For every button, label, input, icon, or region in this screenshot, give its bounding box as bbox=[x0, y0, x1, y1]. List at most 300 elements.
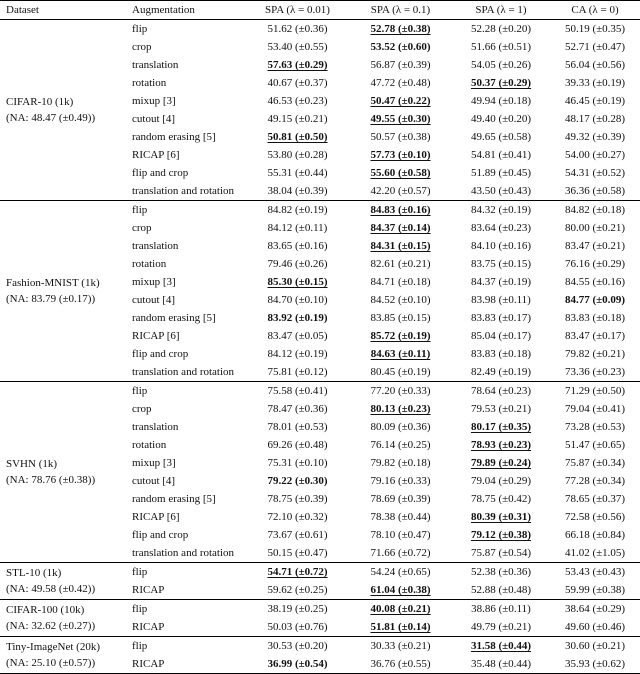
value-cell bbox=[550, 345, 640, 363]
augmentation-cell: mixup [3] bbox=[132, 95, 176, 107]
value-cell bbox=[349, 92, 452, 110]
value: 79.04 (±0.29) bbox=[470, 475, 532, 487]
value: 83.83 (±0.18) bbox=[470, 348, 532, 360]
value: 78.01 (±0.53) bbox=[267, 421, 328, 433]
value: 50.15 (±0.47) bbox=[267, 547, 328, 559]
best-value: 49.55 (±0.30) bbox=[370, 113, 431, 125]
value: 51.47 (±0.65) bbox=[564, 439, 626, 451]
value-cell bbox=[550, 110, 640, 128]
value-cell bbox=[550, 436, 640, 454]
value-cell bbox=[246, 400, 349, 418]
value-cell bbox=[349, 110, 452, 128]
augmentation-cell: translation and rotation bbox=[132, 547, 235, 559]
header-spa-1: SPA (λ = 1) bbox=[475, 4, 527, 16]
value: 49.65 (±0.58) bbox=[470, 131, 532, 143]
value: 46.53 (±0.23) bbox=[267, 95, 328, 107]
augmentation-cell: translation and rotation bbox=[132, 185, 235, 197]
dataset-name: CIFAR-10 (1k) bbox=[6, 96, 74, 108]
value: 51.66 (±0.51) bbox=[470, 41, 532, 53]
best-value: 50.37 (±0.29) bbox=[470, 77, 532, 89]
value-cell bbox=[452, 563, 550, 582]
value-cell bbox=[246, 255, 349, 273]
best-value: 55.60 (±0.58) bbox=[370, 167, 431, 179]
value: 46.45 (±0.19) bbox=[564, 95, 626, 107]
value: 79.82 (±0.21) bbox=[564, 348, 626, 360]
value-cell bbox=[349, 472, 452, 490]
value: 83.83 (±0.18) bbox=[564, 312, 626, 324]
augmentation-cell: RICAP [6] bbox=[132, 149, 180, 161]
value-cell bbox=[550, 472, 640, 490]
value-cell bbox=[550, 74, 640, 92]
value-cell bbox=[452, 219, 550, 237]
value-cell bbox=[246, 20, 349, 39]
value: 85.04 (±0.17) bbox=[470, 330, 532, 342]
value: 52.28 (±0.20) bbox=[470, 23, 532, 35]
value-cell bbox=[246, 563, 349, 582]
value-cell bbox=[246, 544, 349, 563]
value: 84.55 (±0.16) bbox=[564, 276, 626, 288]
dataset-group bbox=[0, 600, 640, 637]
header-dataset: Dataset bbox=[6, 4, 39, 16]
value: 56.04 (±0.56) bbox=[564, 59, 626, 71]
value-cell bbox=[550, 255, 640, 273]
value-cell bbox=[452, 146, 550, 164]
value: 69.26 (±0.48) bbox=[267, 439, 328, 451]
value-cell bbox=[246, 273, 349, 291]
value: 82.61 (±0.21) bbox=[370, 258, 431, 270]
best-value: 80.17 (±0.35) bbox=[470, 421, 532, 433]
value: 84.52 (±0.10) bbox=[370, 294, 431, 306]
value-cell bbox=[246, 581, 349, 600]
value-cell bbox=[550, 146, 640, 164]
header-spa-0-1: SPA (λ = 0.1) bbox=[370, 4, 431, 16]
value-cell bbox=[550, 128, 640, 146]
value: 38.19 (±0.25) bbox=[267, 603, 328, 615]
augmentation-cell: RICAP bbox=[132, 621, 165, 633]
dataset-cell bbox=[0, 20, 128, 201]
value-cell bbox=[246, 182, 349, 201]
value-cell bbox=[246, 291, 349, 309]
value: 77.20 (±0.33) bbox=[370, 385, 431, 397]
best-value: 31.58 (±0.44) bbox=[470, 640, 532, 652]
value-cell bbox=[246, 110, 349, 128]
value-cell bbox=[349, 128, 452, 146]
value: 71.66 (±0.72) bbox=[370, 547, 431, 559]
value-cell bbox=[349, 146, 452, 164]
value-cell bbox=[349, 273, 452, 291]
value: 84.71 (±0.18) bbox=[370, 276, 431, 288]
value-cell bbox=[246, 128, 349, 146]
bold-value: 36.99 (±0.54) bbox=[267, 658, 328, 670]
value: 78.75 (±0.42) bbox=[470, 493, 532, 505]
dataset-group bbox=[0, 20, 640, 201]
value-cell bbox=[246, 164, 349, 182]
value-cell bbox=[246, 454, 349, 472]
dataset-baseline: (NA: 49.58 (±0.42)) bbox=[6, 583, 96, 595]
value-cell bbox=[246, 219, 349, 237]
value: 38.86 (±0.11) bbox=[471, 603, 531, 615]
value-cell bbox=[349, 56, 452, 74]
value-cell bbox=[349, 237, 452, 255]
value: 76.14 (±0.25) bbox=[370, 439, 431, 451]
value: 54.00 (±0.27) bbox=[564, 149, 626, 161]
dataset-cell bbox=[0, 382, 128, 563]
value-cell bbox=[452, 490, 550, 508]
dataset-name: SVHN (1k) bbox=[6, 458, 58, 470]
value-cell bbox=[349, 563, 452, 582]
best-value: 40.08 (±0.21) bbox=[370, 603, 431, 615]
value: 73.67 (±0.61) bbox=[267, 529, 328, 541]
dataset-baseline: (NA: 32.62 (±0.27)) bbox=[6, 620, 96, 632]
augmentation-cell: flip bbox=[132, 385, 148, 397]
value-cell bbox=[550, 363, 640, 382]
value-cell bbox=[246, 472, 349, 490]
value: 39.33 (±0.19) bbox=[564, 77, 626, 89]
value: 79.82 (±0.18) bbox=[370, 457, 431, 469]
augmentation-cell: flip bbox=[132, 23, 148, 35]
value: 30.33 (±0.21) bbox=[370, 640, 431, 652]
value-cell bbox=[246, 526, 349, 544]
value: 54.81 (±0.41) bbox=[470, 149, 532, 161]
augmentation-cell: flip and crop bbox=[132, 348, 189, 360]
value-cell bbox=[349, 454, 452, 472]
value: 72.58 (±0.56) bbox=[564, 511, 626, 523]
value: 82.49 (±0.19) bbox=[470, 366, 532, 378]
dataset-name: Fashion-MNIST (1k) bbox=[6, 277, 100, 289]
header-spa-0-01: SPA (λ = 0.01) bbox=[265, 4, 330, 16]
best-value: 52.78 (±0.38) bbox=[370, 23, 431, 35]
value-cell bbox=[452, 20, 550, 39]
value-cell bbox=[349, 382, 452, 401]
value-cell bbox=[550, 237, 640, 255]
value-cell bbox=[246, 309, 349, 327]
value-cell bbox=[349, 600, 452, 619]
value-cell bbox=[349, 327, 452, 345]
value-cell bbox=[349, 400, 452, 418]
value-cell bbox=[246, 38, 349, 56]
value-cell bbox=[452, 400, 550, 418]
value-cell bbox=[452, 581, 550, 600]
value-cell bbox=[550, 309, 640, 327]
best-value: 51.81 (±0.14) bbox=[370, 621, 431, 633]
value-cell bbox=[349, 38, 452, 56]
value-cell bbox=[550, 454, 640, 472]
value: 73.36 (±0.23) bbox=[564, 366, 626, 378]
value-cell bbox=[246, 490, 349, 508]
value: 79.46 (±0.26) bbox=[267, 258, 328, 270]
value: 78.75 (±0.39) bbox=[267, 493, 328, 505]
augmentation-cell: flip bbox=[132, 204, 148, 216]
value: 42.20 (±0.57) bbox=[370, 185, 431, 197]
value-cell bbox=[452, 544, 550, 563]
value: 55.31 (±0.44) bbox=[267, 167, 328, 179]
value-cell bbox=[550, 637, 640, 656]
value: 71.29 (±0.50) bbox=[564, 385, 626, 397]
value-cell bbox=[246, 92, 349, 110]
value: 54.24 (±0.65) bbox=[370, 566, 431, 578]
value: 59.62 (±0.25) bbox=[267, 584, 328, 596]
value-cell bbox=[349, 309, 452, 327]
value: 79.04 (±0.41) bbox=[564, 403, 626, 415]
value-cell bbox=[550, 327, 640, 345]
augmentation-cell: mixup [3] bbox=[132, 276, 176, 288]
value: 47.72 (±0.48) bbox=[370, 77, 431, 89]
value-cell bbox=[452, 56, 550, 74]
value-cell bbox=[550, 273, 640, 291]
value: 83.64 (±0.23) bbox=[470, 222, 532, 234]
value-cell bbox=[452, 182, 550, 201]
augmentation-cell: crop bbox=[132, 222, 152, 234]
best-value: 84.63 (±0.11) bbox=[370, 348, 431, 360]
value: 83.85 (±0.15) bbox=[370, 312, 431, 324]
value: 73.28 (±0.53) bbox=[564, 421, 626, 433]
header-augmentation: Augmentation bbox=[132, 4, 195, 16]
value-cell bbox=[550, 92, 640, 110]
value-cell bbox=[452, 255, 550, 273]
value: 78.47 (±0.36) bbox=[267, 403, 328, 415]
value: 43.50 (±0.43) bbox=[470, 185, 532, 197]
value-cell bbox=[550, 56, 640, 74]
bold-value: 84.77 (±0.09) bbox=[564, 294, 626, 306]
value: 80.45 (±0.19) bbox=[370, 366, 431, 378]
header-row bbox=[0, 1, 640, 20]
value: 54.05 (±0.26) bbox=[470, 59, 532, 71]
value: 84.32 (±0.19) bbox=[470, 204, 532, 216]
value-cell bbox=[246, 56, 349, 74]
value-cell bbox=[246, 655, 349, 674]
dataset-name: STL-10 (1k) bbox=[6, 567, 62, 579]
value: 84.82 (±0.18) bbox=[564, 204, 626, 216]
value: 52.88 (±0.48) bbox=[470, 584, 532, 596]
table-row bbox=[0, 20, 640, 39]
best-value: 84.37 (±0.14) bbox=[370, 222, 431, 234]
value-cell bbox=[452, 508, 550, 526]
value-cell bbox=[452, 110, 550, 128]
value-cell bbox=[452, 472, 550, 490]
value: 48.17 (±0.28) bbox=[564, 113, 626, 125]
value-cell bbox=[349, 363, 452, 382]
best-value: 50.81 (±0.50) bbox=[267, 131, 328, 143]
value: 84.10 (±0.16) bbox=[470, 240, 532, 252]
dataset-baseline: (NA: 48.47 (±0.49)) bbox=[6, 112, 96, 124]
augmentation-cell: flip and crop bbox=[132, 167, 189, 179]
value-cell bbox=[246, 436, 349, 454]
augmentation-cell: random erasing [5] bbox=[132, 312, 216, 324]
value: 38.64 (±0.29) bbox=[564, 603, 626, 615]
value-cell bbox=[349, 164, 452, 182]
value: 35.48 (±0.44) bbox=[470, 658, 532, 670]
value-cell bbox=[452, 92, 550, 110]
value: 59.99 (±0.38) bbox=[564, 584, 626, 596]
value-cell bbox=[349, 345, 452, 363]
augmentation-cell: crop bbox=[132, 403, 152, 415]
value-cell bbox=[452, 237, 550, 255]
value-cell bbox=[349, 74, 452, 92]
header-ca-0: CA (λ = 0) bbox=[571, 4, 619, 16]
augmentation-cell: translation bbox=[132, 59, 179, 71]
value-cell bbox=[349, 508, 452, 526]
value: 75.87 (±0.34) bbox=[564, 457, 626, 469]
dataset-group bbox=[0, 201, 640, 382]
value: 83.65 (±0.16) bbox=[267, 240, 328, 252]
augmentation-cell: cutout [4] bbox=[132, 294, 176, 306]
value: 78.65 (±0.37) bbox=[564, 493, 626, 505]
dataset-group bbox=[0, 382, 640, 563]
value: 53.40 (±0.55) bbox=[267, 41, 328, 53]
value-cell bbox=[452, 74, 550, 92]
value: 83.83 (±0.17) bbox=[470, 312, 532, 324]
value: 38.04 (±0.39) bbox=[267, 185, 328, 197]
value: 80.09 (±0.36) bbox=[370, 421, 431, 433]
value-cell bbox=[246, 237, 349, 255]
value-cell bbox=[349, 637, 452, 656]
dataset-baseline: (NA: 78.76 (±0.38)) bbox=[6, 474, 96, 486]
table-row bbox=[0, 600, 640, 619]
value-cell bbox=[452, 291, 550, 309]
value-cell bbox=[349, 255, 452, 273]
dataset-name: Tiny-ImageNet (20k) bbox=[6, 641, 100, 653]
value-cell bbox=[550, 164, 640, 182]
value: 49.94 (±0.18) bbox=[470, 95, 532, 107]
value: 78.64 (±0.23) bbox=[470, 385, 532, 397]
value-cell bbox=[246, 327, 349, 345]
value: 36.76 (±0.55) bbox=[370, 658, 431, 670]
dataset-baseline: (NA: 83.79 (±0.17)) bbox=[6, 293, 96, 305]
augmentation-cell: RICAP bbox=[132, 658, 165, 670]
value: 78.10 (±0.47) bbox=[370, 529, 431, 541]
best-value: 79.12 (±0.38) bbox=[470, 529, 532, 541]
value-cell bbox=[349, 20, 452, 39]
value: 50.19 (±0.35) bbox=[564, 23, 626, 35]
value-cell bbox=[452, 382, 550, 401]
value-cell bbox=[452, 363, 550, 382]
value-cell bbox=[246, 201, 349, 220]
best-value: 79.89 (±0.24) bbox=[470, 457, 532, 469]
value: 77.28 (±0.34) bbox=[564, 475, 626, 487]
value: 83.47 (±0.17) bbox=[564, 330, 626, 342]
value-cell bbox=[349, 544, 452, 563]
value: 51.62 (±0.36) bbox=[267, 23, 328, 35]
value: 50.03 (±0.76) bbox=[267, 621, 328, 633]
augmentation-cell: mixup [3] bbox=[132, 457, 176, 469]
augmentation-cell: RICAP [6] bbox=[132, 511, 180, 523]
value: 83.98 (±0.11) bbox=[471, 294, 531, 306]
value-cell bbox=[550, 400, 640, 418]
value: 84.70 (±0.10) bbox=[267, 294, 328, 306]
value-cell bbox=[452, 436, 550, 454]
augmentation-cell: translation and rotation bbox=[132, 366, 235, 378]
value: 83.75 (±0.15) bbox=[470, 258, 532, 270]
value: 84.82 (±0.19) bbox=[267, 204, 328, 216]
best-value: 85.30 (±0.15) bbox=[267, 276, 328, 288]
best-value: 80.39 (±0.31) bbox=[470, 511, 532, 523]
augmentation-cell: flip and crop bbox=[132, 529, 189, 541]
value-cell bbox=[452, 273, 550, 291]
value: 75.81 (±0.12) bbox=[267, 366, 328, 378]
augmentation-cell: RICAP bbox=[132, 584, 165, 596]
augmentation-cell: RICAP [6] bbox=[132, 330, 180, 342]
value-cell bbox=[349, 219, 452, 237]
dataset-group bbox=[0, 563, 640, 600]
value: 51.89 (±0.45) bbox=[470, 167, 532, 179]
value-cell bbox=[246, 382, 349, 401]
best-value: 57.63 (±0.29) bbox=[267, 59, 328, 71]
value: 49.15 (±0.21) bbox=[267, 113, 328, 125]
value: 83.47 (±0.05) bbox=[267, 330, 328, 342]
value: 84.12 (±0.11) bbox=[267, 222, 328, 234]
value-cell bbox=[452, 345, 550, 363]
value: 30.60 (±0.21) bbox=[564, 640, 626, 652]
value-cell bbox=[349, 436, 452, 454]
value-cell bbox=[246, 418, 349, 436]
augmentation-cell: crop bbox=[132, 41, 152, 53]
value: 49.32 (±0.39) bbox=[564, 131, 626, 143]
augmentation-cell: cutout [4] bbox=[132, 113, 176, 125]
augmentation-cell: random erasing [5] bbox=[132, 131, 216, 143]
value-cell bbox=[349, 201, 452, 220]
value-cell bbox=[550, 418, 640, 436]
value-cell bbox=[452, 618, 550, 637]
value: 49.60 (±0.46) bbox=[564, 621, 626, 633]
value-cell bbox=[349, 418, 452, 436]
value-cell bbox=[452, 418, 550, 436]
value-cell bbox=[550, 291, 640, 309]
value: 79.53 (±0.21) bbox=[470, 403, 532, 415]
augmentation-cell: rotation bbox=[132, 439, 167, 451]
best-value: 85.72 (±0.19) bbox=[370, 330, 431, 342]
value-cell bbox=[550, 600, 640, 619]
value-cell bbox=[550, 544, 640, 563]
table-header bbox=[0, 1, 640, 20]
augmentation-cell: flip bbox=[132, 566, 148, 578]
value: 76.16 (±0.29) bbox=[564, 258, 626, 270]
table-row bbox=[0, 382, 640, 401]
value-cell bbox=[550, 508, 640, 526]
dataset-baseline: (NA: 25.10 (±0.57)) bbox=[6, 657, 96, 669]
value: 52.38 (±0.36) bbox=[470, 566, 532, 578]
value: 75.31 (±0.10) bbox=[267, 457, 328, 469]
value: 75.87 (±0.54) bbox=[470, 547, 532, 559]
value-cell bbox=[349, 618, 452, 637]
value: 49.40 (±0.20) bbox=[470, 113, 532, 125]
value-cell bbox=[349, 581, 452, 600]
value-cell bbox=[246, 637, 349, 656]
value: 56.87 (±0.39) bbox=[370, 59, 431, 71]
value-cell bbox=[550, 618, 640, 637]
value-cell bbox=[452, 526, 550, 544]
value-cell bbox=[349, 526, 452, 544]
table-row bbox=[0, 637, 640, 656]
augmentation-cell: cutout [4] bbox=[132, 475, 176, 487]
value: 75.58 (±0.41) bbox=[267, 385, 328, 397]
value-cell bbox=[452, 327, 550, 345]
value: 50.57 (±0.38) bbox=[370, 131, 431, 143]
dataset-cell bbox=[0, 563, 128, 600]
dataset-cell bbox=[0, 637, 128, 674]
value-cell bbox=[452, 38, 550, 56]
bold-value: 79.22 (±0.30) bbox=[267, 475, 328, 487]
value-cell bbox=[452, 164, 550, 182]
value-cell bbox=[452, 600, 550, 619]
value: 78.69 (±0.39) bbox=[370, 493, 431, 505]
value-cell bbox=[452, 201, 550, 220]
value: 72.10 (±0.32) bbox=[267, 511, 328, 523]
augmentation-cell: random erasing [5] bbox=[132, 493, 216, 505]
value: 53.80 (±0.28) bbox=[267, 149, 328, 161]
value-cell bbox=[550, 563, 640, 582]
value-cell bbox=[452, 128, 550, 146]
value: 80.00 (±0.21) bbox=[564, 222, 626, 234]
